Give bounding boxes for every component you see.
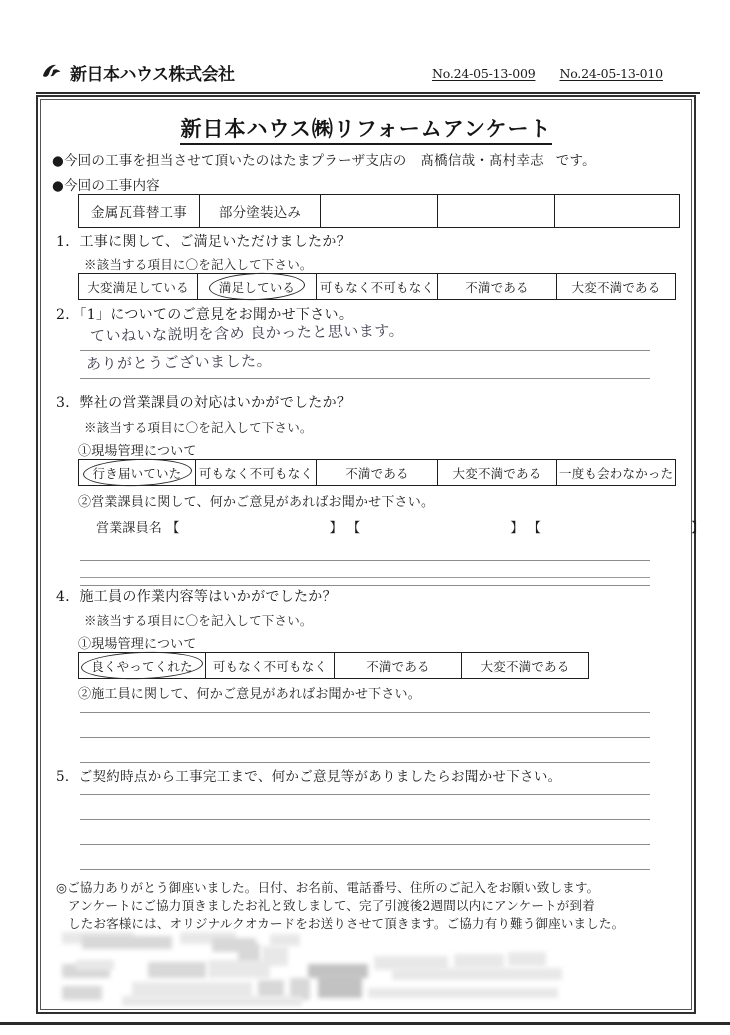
q4-option-1[interactable]: 可もなく不可もなく bbox=[206, 653, 335, 679]
q3-name-label: 営業課員名 bbox=[96, 521, 163, 536]
redacted-personal-info bbox=[62, 930, 632, 1008]
question-4-note: ※該当する項目に〇を記入して下さい。 bbox=[84, 613, 313, 628]
company-name: 新日本ハウス株式会社 bbox=[70, 65, 235, 85]
question-4-sub1: ①現場管理について bbox=[78, 637, 197, 652]
footer-notice-line-3: したお客様には、オリジナルクオカードをお送りさせて頂きます。ご協力有り難う御座いました。 bbox=[68, 916, 625, 931]
q1-option-0[interactable]: 大変満足している bbox=[79, 274, 198, 300]
form-page-frame bbox=[36, 95, 705, 1014]
question-3-sub1: ①現場管理について bbox=[78, 444, 197, 459]
q2-handwritten-line-2: ありがとうございました。 bbox=[85, 351, 273, 373]
work-cell-4 bbox=[438, 195, 555, 228]
table-row bbox=[79, 274, 676, 300]
q4-rule-line-3 bbox=[80, 762, 650, 763]
company-logo-block bbox=[40, 60, 235, 85]
sheet-header bbox=[0, 0, 730, 92]
q3-option-1[interactable]: 可もなく不可もなく bbox=[196, 460, 317, 486]
question-1-heading: 1．工事に関して、ご満足いただけましたか？ bbox=[56, 234, 351, 250]
work-cell-1: 金属瓦葺替工事 bbox=[79, 195, 200, 228]
q2-rule-line-2 bbox=[80, 378, 650, 379]
question-5-heading: 5．ご契約時点から工事完工まで、何かご意見等がありましたらお聞かせ下さい。 bbox=[56, 769, 562, 785]
q5-rule-line-1 bbox=[80, 794, 650, 795]
reference-numbers bbox=[432, 66, 663, 81]
intro-suffix: です。 bbox=[555, 153, 596, 169]
q3-name-bracket-3[interactable]: 【 】 bbox=[527, 521, 705, 536]
q4-option-3[interactable]: 大変不満である bbox=[462, 653, 589, 679]
q4-option-2[interactable]: 不満である bbox=[335, 653, 462, 679]
q4-option-0[interactable] bbox=[79, 653, 206, 679]
q4-selected-answer: 良くやってくれた bbox=[85, 656, 199, 676]
question-1-note: ※該当する項目に〇を記入して下さい。 bbox=[84, 257, 313, 272]
form-title: 新日本ハウス㈱リフォームアンケート bbox=[38, 113, 694, 143]
question-4-options-table bbox=[78, 652, 589, 679]
question-1-options-table bbox=[78, 273, 676, 300]
swirl-logo-icon bbox=[40, 61, 64, 85]
q3-option-2[interactable]: 不満である bbox=[317, 460, 438, 486]
question-3-note: ※該当する項目に〇を記入して下さい。 bbox=[84, 420, 313, 435]
q3-option-0[interactable] bbox=[79, 460, 196, 486]
q3-name-bracket-1[interactable]: 【 】 bbox=[166, 521, 343, 536]
work-content-label: ●今回の工事内容 bbox=[52, 178, 160, 194]
q4-rule-line-2 bbox=[80, 737, 650, 738]
q3-rule-line-1 bbox=[80, 560, 650, 561]
reference-number-1: No.24-05-13-009 bbox=[432, 66, 536, 81]
q4-top-divider bbox=[80, 577, 650, 578]
q2-handwritten-line-1: ていねいな説明を含め 良かったと思います。 bbox=[89, 321, 405, 345]
q1-option-4[interactable]: 大変不満である bbox=[557, 274, 676, 300]
q3-option-3[interactable]: 大変不満である bbox=[438, 460, 557, 486]
work-cell-2: 部分塗装込み bbox=[200, 195, 321, 228]
question-3-sub2: ②営業課員に関して、何かご意見があればお聞かせ下さい。 bbox=[78, 495, 435, 510]
work-cell-5 bbox=[555, 195, 680, 228]
q4-rule-line-1 bbox=[80, 712, 650, 713]
q1-option-2[interactable]: 可もなく不可もなく bbox=[317, 274, 438, 300]
q5-rule-line-4 bbox=[80, 869, 650, 870]
staff-names: 髙橋信哉・髙村幸志 bbox=[420, 153, 544, 169]
q1-selected-answer: 満足している bbox=[213, 277, 301, 297]
footer-notice-line-1: ◎ご協力ありがとう御座いました。日付、お名前、電話番号、住所のご記入をお願い致します。 bbox=[56, 880, 600, 895]
question-2-heading: 2．「1」についてのご意見をお聞かせ下さい。 bbox=[56, 307, 354, 323]
header-divider bbox=[36, 92, 700, 94]
intro-line bbox=[52, 149, 596, 169]
q3-option-4[interactable]: 一度も会わなかった bbox=[557, 460, 676, 486]
q1-option-1[interactable] bbox=[198, 274, 317, 300]
q3-name-fields bbox=[96, 517, 704, 536]
intro-prefix: ●今回の工事を担当させて頂いたのはたまプラーザ支店の bbox=[52, 153, 407, 169]
work-cell-3 bbox=[321, 195, 438, 228]
q5-rule-line-3 bbox=[80, 844, 650, 845]
question-4-sub2: ②施工員に関して、何かご意見があればお聞かせ下さい。 bbox=[78, 687, 421, 702]
table-row bbox=[79, 195, 680, 228]
q3-selected-answer: 行き届いていた bbox=[87, 463, 188, 483]
question-3-heading: 3．弊社の営業課員の対応はいかがでしたか？ bbox=[56, 395, 352, 411]
question-3-options-table bbox=[78, 459, 676, 486]
question-4-heading: 4．施工員の作業内容等はいかがでしたか？ bbox=[56, 589, 337, 605]
page-bottom-edge bbox=[0, 1022, 730, 1025]
footer-notice-line-2: アンケートにご協力頂きましたお礼と致しまして、完了引渡後2週間以内にアンケートが到着 bbox=[68, 898, 595, 913]
table-row bbox=[79, 653, 589, 679]
q1-option-3[interactable]: 不満である bbox=[438, 274, 557, 300]
q5-rule-line-2 bbox=[80, 819, 650, 820]
table-row bbox=[79, 460, 676, 486]
reference-number-2: No.24-05-13-010 bbox=[559, 66, 663, 81]
q3-name-bracket-2[interactable]: 【 】 bbox=[347, 521, 524, 536]
work-content-table bbox=[78, 194, 680, 228]
